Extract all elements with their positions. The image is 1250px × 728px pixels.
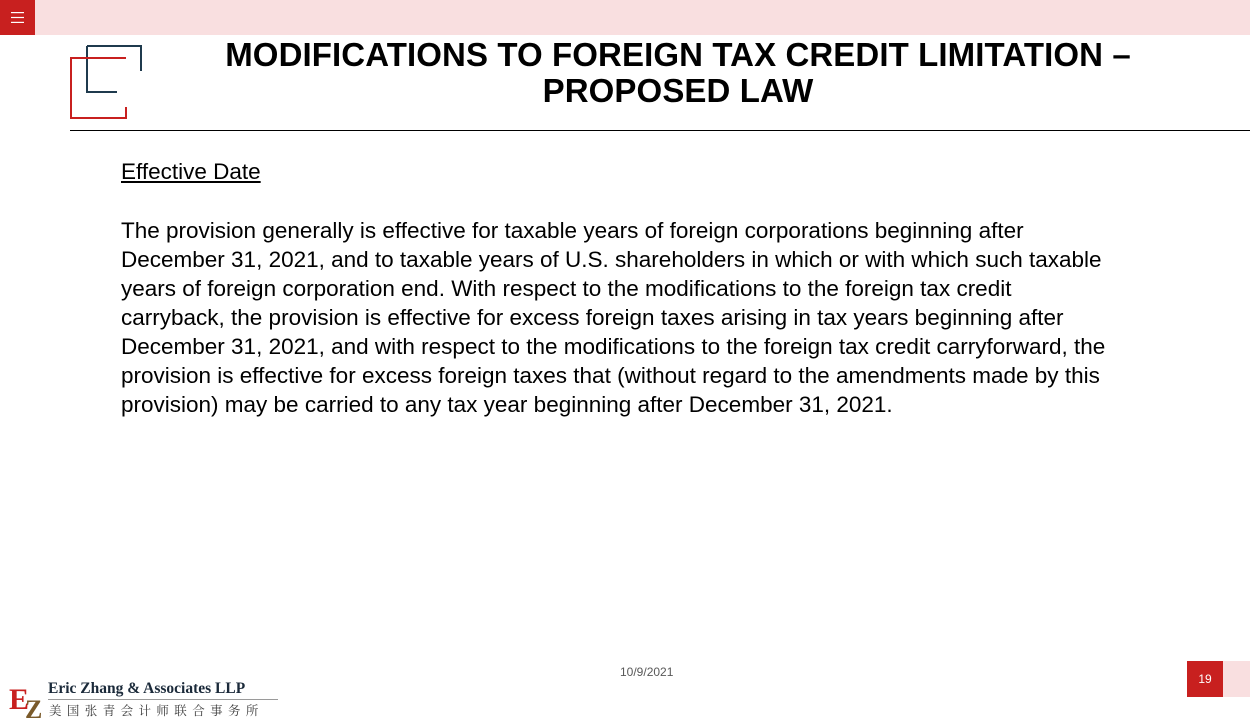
slide-date: 10/9/2021 [620,665,674,679]
company-logo [8,678,283,720]
title-divider [70,130,1250,131]
slide-title: MODIFICATIONS TO FOREIGN TAX CREDIT LIMITATION – PROPOSED LAW [225,36,1131,109]
page-number: 19 [1187,661,1223,697]
top-band [0,0,1250,35]
body-paragraph: The provision generally is effective for taxable years of foreign corporations beginning after December 31, 2021, and to taxable years of U.S. shareholders in which or with which such taxable years of foreign corporation end. With respect to the modifications to the foreign tax credit carryback, the provision is effective for excess foreign taxes arising in tax years beginning after December 31, 2021, and with respect to the modifications to the foreign tax credit carryforward, the provision is effective for excess foreign taxes that (without regard to the amendments made by this provision) may be carried to any tax year beginning after December 31, 2021. [121,218,1106,417]
hamburger-menu-icon [11,12,24,23]
svg-text:Z: Z [25,695,43,720]
section-heading: Effective Date [121,159,261,184]
company-name-chinese: 美国张青会计师联合事务所 [49,703,264,718]
bracket-logo-icon [69,44,143,120]
menu-button[interactable] [0,0,35,35]
svg-text:E: E [9,683,30,716]
company-name-divider [48,699,278,700]
company-name: Eric Zhang & Associates LLP [48,680,246,697]
company-monogram-icon [8,680,48,720]
page-number-tab [1223,661,1250,697]
